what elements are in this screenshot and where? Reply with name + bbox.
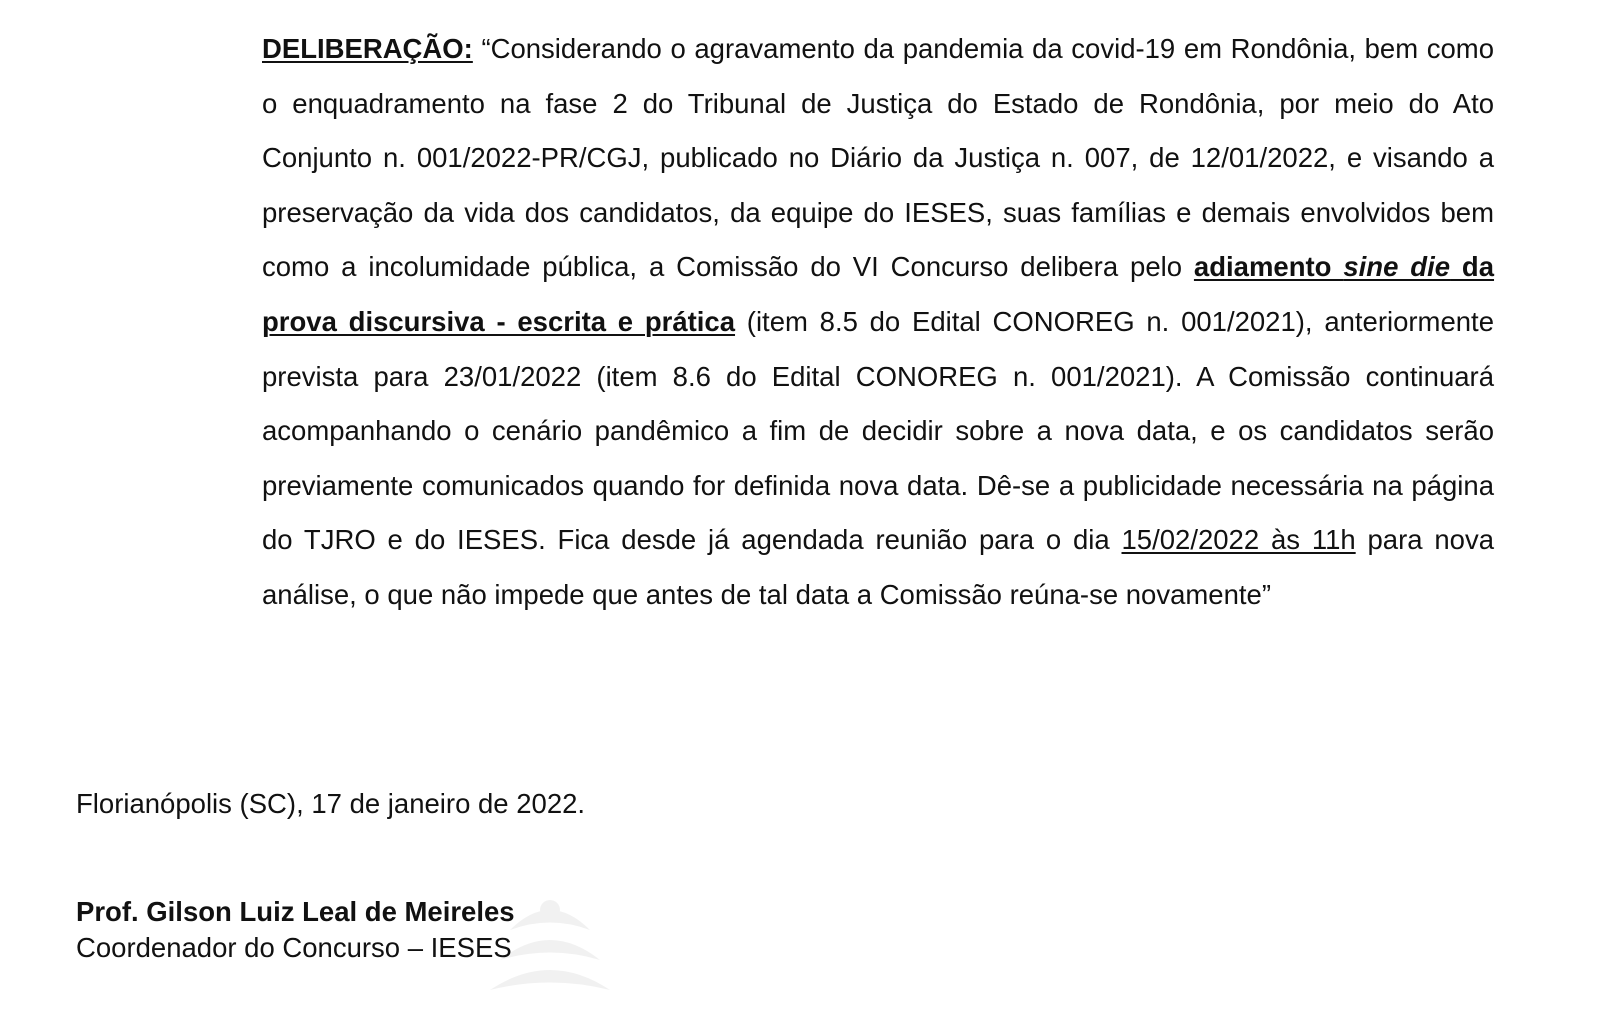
deliberation-paragraph (262, 22, 1494, 623)
postponement-emphasis-end: da prova discursiva - escrita e prática (262, 251, 1495, 337)
signer-name: Prof. Gilson Luiz Leal de Meireles (76, 896, 515, 927)
signer-role: Coordenador do Concurso – IESES (76, 932, 512, 963)
meeting-date: 15/02/2022 às 11h (1121, 524, 1356, 556)
deliberation-label: DELIBERAÇÃO: (262, 33, 473, 64)
deliberation-text-part-2: (item 8.5 do Edital CONOREG n. 001/2021), anteriormente prevista para 23/01/2022 (item 8.6 do Edital CONOREG n. 001/2021). A Comissão continuará acompanhando o cenário pandêmico a fim de decidir sobre a nova data, e os candidatos serão previamente comunicados quando for definida nova data. Dê-se a publicidade necessária na página do TJRO e do IESES. Fica desde já agendada reunião para o dia (262, 305, 1494, 556)
sine-die-emphasis: sine die (1343, 251, 1451, 283)
postponement-emphasis-start: adiamento (1193, 251, 1344, 283)
place-and-date: Florianópolis (SC), 17 de janeiro de 2022. (76, 788, 586, 819)
deliberation-text-part-1: “Considerando o agravamento da pandemia da covid-19 em Rondônia, bem como o enquadramento na fase 2 do Tribunal de Justiça do Estado de Rondônia, por meio do Ato Conjunto n. 001/2022-PR/CGJ, publicado no Diário da Justiça n. 007, de 12/01/2022, e visando a preservação da vida dos candidatos, da equipe do IESES, suas famílias e demais envolvidos bem como a incolumidade pública, a Comissão do VI Concurso delibera pelo (262, 33, 1494, 283)
deliberation-text-part-3: para nova análise, o que não impede que antes de tal data a Comissão reúna-se novamente” (262, 524, 1494, 610)
